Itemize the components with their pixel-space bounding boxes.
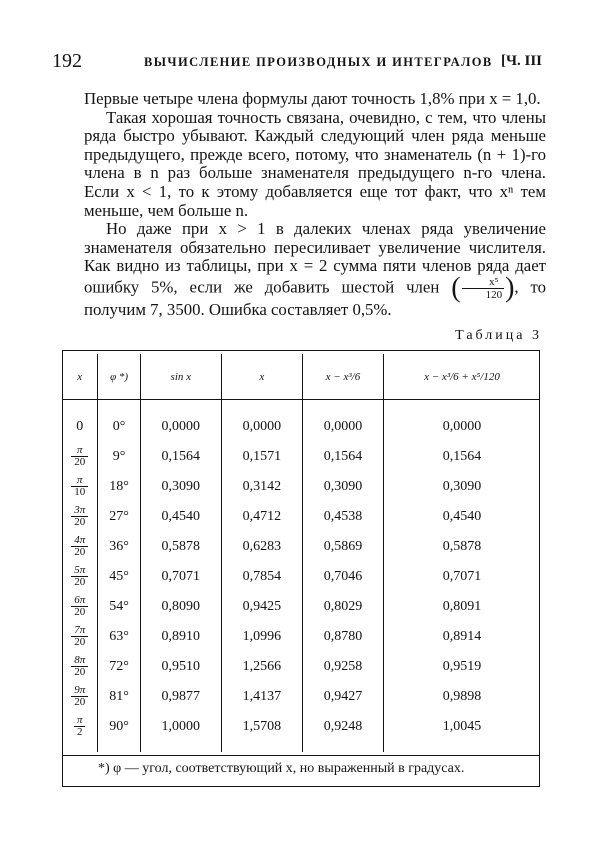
cell-x-value: 1,5708: [221, 712, 302, 752]
x-numerator: 8π: [71, 655, 88, 667]
chapter-label: [Ч. III: [500, 53, 542, 69]
table-header-row: [62, 354, 540, 400]
cell-x: [62, 652, 98, 682]
cell-sin: 0,8910: [140, 622, 221, 652]
cell-x-value: 0,4712: [221, 502, 302, 532]
cell-x: [62, 712, 98, 752]
cell-three-term: 0,9258: [302, 652, 383, 682]
data-table: [62, 354, 540, 752]
header-x: x: [62, 354, 98, 400]
cell-five-term: 0,4540: [383, 502, 540, 532]
cell-three-term: 0,1564: [302, 442, 383, 472]
x-numerator: 5π: [71, 565, 88, 577]
x-denominator: 2: [76, 725, 83, 738]
open-paren: (: [451, 272, 461, 304]
x-fraction: [71, 685, 88, 708]
table-row: [62, 562, 540, 592]
cell-x: [62, 472, 98, 502]
cell-phi: 90°: [98, 712, 140, 752]
x-denominator: 20: [74, 455, 86, 468]
x-denominator: 20: [74, 695, 86, 708]
table-row: [62, 592, 540, 622]
page-header: [52, 50, 542, 74]
header-sin: sin x: [140, 354, 221, 400]
cell-x-value: 0,1571: [221, 442, 302, 472]
cell-three-term: 0,8029: [302, 592, 383, 622]
cell-sin: 0,7071: [140, 562, 221, 592]
cell-x-value: 1,4137: [221, 682, 302, 712]
cell-five-term: 0,7071: [383, 562, 540, 592]
cell-three-term: 0,5869: [302, 532, 383, 562]
cell-sin: 0,3090: [140, 472, 221, 502]
x-fraction: [71, 535, 88, 558]
cell-three-term: 0,0000: [302, 400, 383, 443]
cell-x-value: 0,6283: [221, 532, 302, 562]
table-caption: Таблица 3: [455, 328, 542, 343]
cell-five-term: 0,5878: [383, 532, 540, 562]
cell-x: [62, 532, 98, 562]
x-numerator: 3π: [71, 505, 88, 517]
cell-x: [62, 502, 98, 532]
x-fraction: [71, 475, 88, 498]
paragraph-2: Такая хорошая точность связана, очевидно, с тем, что члены ряда быстро убывают. Каждый следующий член ряда меньше предыдущего, прежде всего, потому, что знаменатель (n + 1)-го члена в n раз больше знаменателя предыдущего n-го члена. Если x < 1, то к этому добавляется еще тот факт, что xⁿ тем меньше, чем больше n.: [84, 107, 546, 220]
fraction-denominator: 120: [485, 288, 503, 301]
x-numerator: π: [74, 715, 86, 727]
cell-five-term: 0,8914: [383, 622, 540, 652]
cell-sin: 0,9877: [140, 682, 221, 712]
paragraph-3: [84, 220, 546, 319]
cell-sin: 0,4540: [140, 502, 221, 532]
cell-x-value: 0,7854: [221, 562, 302, 592]
cell-three-term: 0,7046: [302, 562, 383, 592]
cell-phi: 0°: [98, 400, 140, 443]
page-number: 192: [52, 50, 82, 72]
cell-phi: 45°: [98, 562, 140, 592]
table-row: [62, 622, 540, 652]
table-row: [62, 712, 540, 752]
paragraph-3-end: , то получим 7, 3500. Ошибка составляет 0,5%.: [84, 277, 546, 319]
cell-five-term: 0,9519: [383, 652, 540, 682]
x-fraction: [71, 595, 88, 618]
x-fraction: [71, 505, 88, 528]
cell-five-term: 0,8091: [383, 592, 540, 622]
table-row: [62, 502, 540, 532]
header-five-term: x − x³/6 + x⁵/120: [383, 354, 540, 400]
x-fraction: [71, 445, 88, 468]
cell-five-term: 0,0000: [383, 400, 540, 443]
cell-three-term: 0,4538: [302, 502, 383, 532]
x-denominator: 20: [74, 515, 86, 528]
header-phi: φ *): [98, 354, 140, 400]
x-numerator: 4π: [71, 535, 88, 547]
cell-sin: 0,1564: [140, 442, 221, 472]
cell-five-term: 0,1564: [383, 442, 540, 472]
x-fraction: [71, 565, 88, 588]
cell-three-term: 0,9248: [302, 712, 383, 752]
x-fraction: [74, 715, 86, 738]
footnote: *) φ — угол, соответствующий x, но выраженный в градусах.: [98, 761, 465, 776]
cell-sin: 0,5878: [140, 532, 221, 562]
x-numerator: 6π: [71, 595, 88, 607]
x-denominator: 20: [74, 665, 86, 678]
cell-x: [62, 442, 98, 472]
cell-x: [62, 622, 98, 652]
paragraph-1: Первые четыре члена формулы дают точность 1,8% при x = 1,0.: [84, 89, 541, 108]
cell-sin: 1,0000: [140, 712, 221, 752]
cell-sin: 0,8090: [140, 592, 221, 622]
x-denominator: 20: [74, 635, 86, 648]
header-x-value: x: [221, 354, 302, 400]
cell-x-value: 0,9425: [221, 592, 302, 622]
table-row: [62, 532, 540, 562]
table-row: [62, 400, 540, 443]
cell-sin: 0,0000: [140, 400, 221, 443]
cell-five-term: 0,9898: [383, 682, 540, 712]
cell-x-value: 1,2566: [221, 652, 302, 682]
cell-five-term: 1,0045: [383, 712, 540, 752]
cell-x: [62, 562, 98, 592]
cell-x: [62, 682, 98, 712]
x-numerator: 9π: [71, 685, 88, 697]
x-denominator: 20: [74, 545, 86, 558]
cell-phi: 54°: [98, 592, 140, 622]
x-numerator: π: [71, 445, 88, 457]
x-denominator: 20: [74, 575, 86, 588]
cell-three-term: 0,3090: [302, 472, 383, 502]
x-denominator: 20: [74, 605, 86, 618]
cell-phi: 36°: [98, 532, 140, 562]
cell-x-value: 0,3142: [221, 472, 302, 502]
cell-x: [62, 592, 98, 622]
cell-x-value: 0,0000: [221, 400, 302, 443]
x-denominator: 10: [74, 485, 86, 498]
running-title: ВЫЧИСЛЕНИЕ ПРОИЗВОДНЫХ И ИНТЕГРАЛОВ: [144, 55, 493, 69]
x-numerator: π: [71, 475, 88, 487]
footnote-rule: [62, 755, 540, 756]
table-row: [62, 442, 540, 472]
fraction-numerator: x⁵: [462, 276, 505, 289]
x-numerator: 7π: [71, 625, 88, 637]
table-body: [62, 400, 540, 753]
close-paren: ): [505, 272, 515, 304]
cell-phi: 63°: [98, 622, 140, 652]
cell-phi: 27°: [98, 502, 140, 532]
table-row: [62, 472, 540, 502]
cell-phi: 72°: [98, 652, 140, 682]
cell-x-value: 1,0996: [221, 622, 302, 652]
cell-five-term: 0,3090: [383, 472, 540, 502]
cell-x: 0: [62, 400, 98, 443]
x-fraction: [71, 625, 88, 648]
inline-fraction: [462, 276, 505, 301]
cell-phi: 9°: [98, 442, 140, 472]
cell-phi: 81°: [98, 682, 140, 712]
table-row: [62, 682, 540, 712]
header-three-term: x − x³/6: [302, 354, 383, 400]
cell-three-term: 0,9427: [302, 682, 383, 712]
cell-sin: 0,9510: [140, 652, 221, 682]
cell-three-term: 0,8780: [302, 622, 383, 652]
body-text: [84, 90, 546, 320]
table-row: [62, 652, 540, 682]
paragraph-3-main: Но даже при x > 1 в далеких членах ряда увеличение знаменателя обязательно пересиливает увеличение числителя. Как видно из таблицы, при x = 2 сумма пяти членов ряда дает ошибку 5%, если же добавить шестой член: [84, 219, 546, 297]
cell-phi: 18°: [98, 472, 140, 502]
x-fraction: [71, 655, 88, 678]
